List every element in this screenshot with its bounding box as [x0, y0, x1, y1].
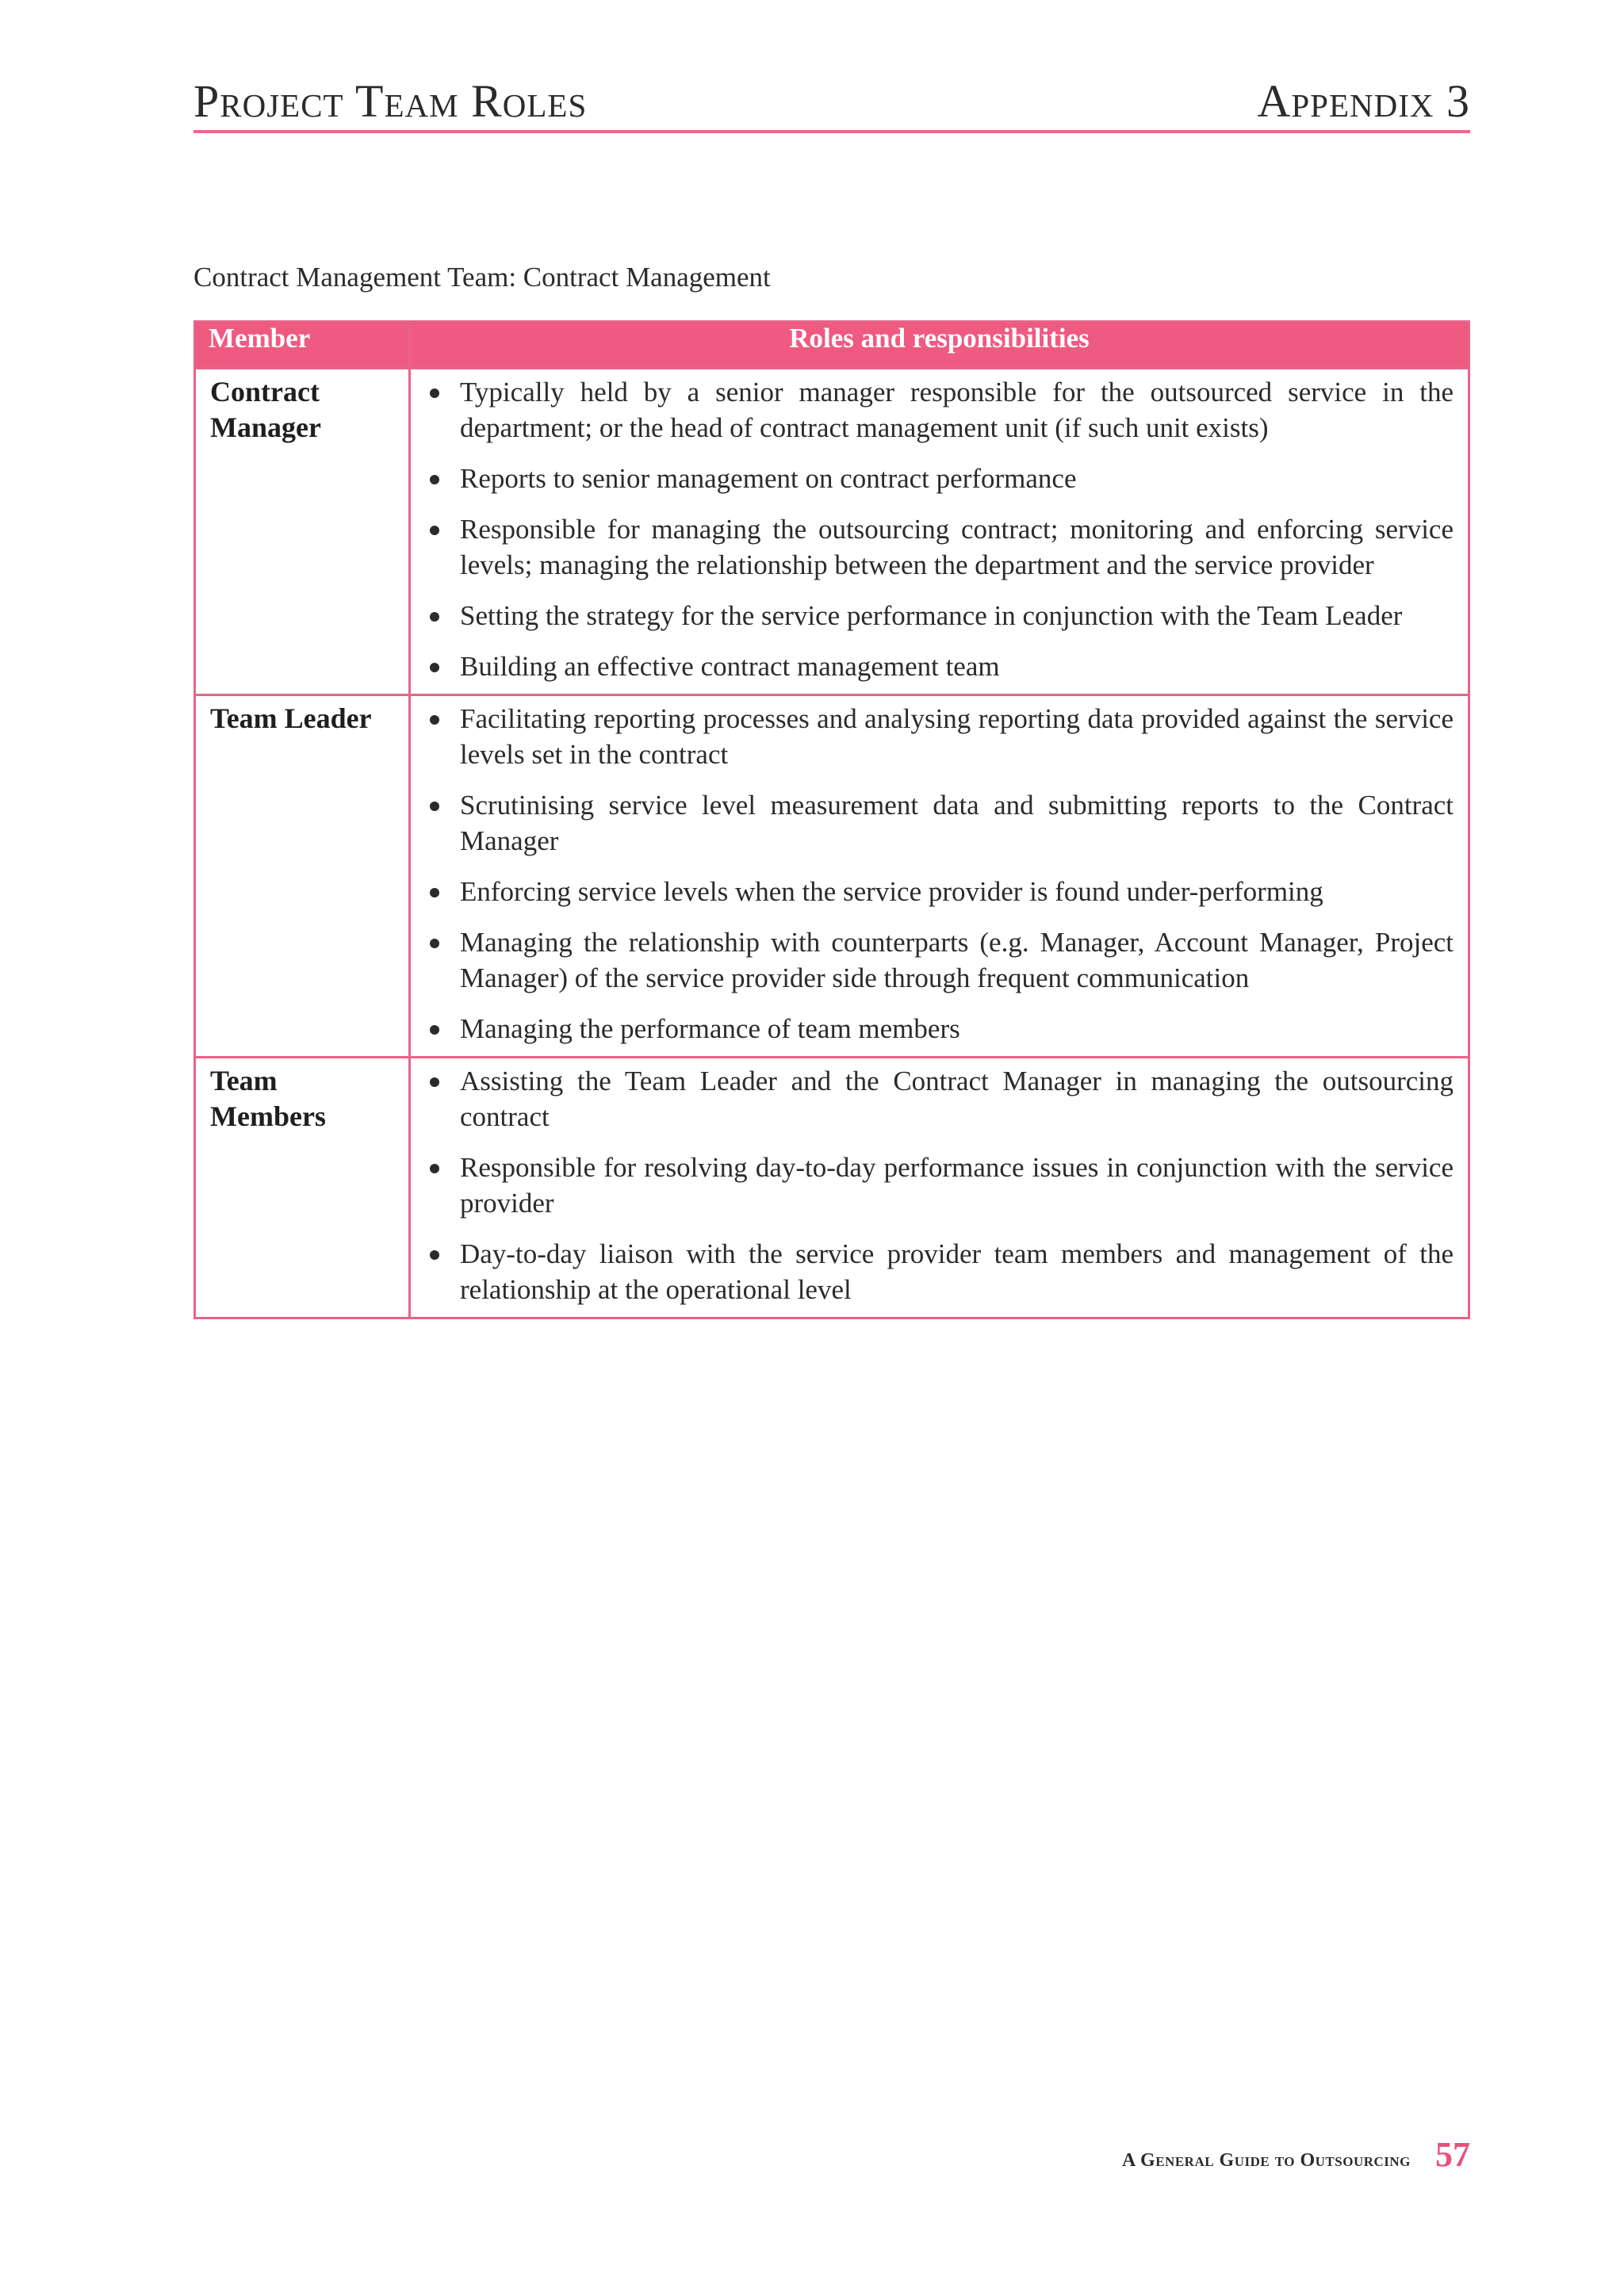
responsibility-list [425, 701, 1454, 1047]
responsibility-text: Managing the performance of team members [460, 1013, 960, 1044]
responsibility-text: Assisting the Team Leader and the Contract Manager in managing the outsourcing contract [460, 1066, 1454, 1132]
list-item [425, 924, 1454, 996]
responsibility-text: Reports to senior management on contract performance [460, 463, 1077, 494]
responsibility-list [425, 1063, 1454, 1307]
responsibility-text: Scrutinising service level measurement data and submitting reports to the Contract Manager [460, 790, 1454, 856]
bullet-icon [430, 1164, 439, 1173]
responsibilities-cell [410, 1058, 1469, 1318]
member-cell: Team Members [195, 1058, 410, 1318]
bullet-icon [430, 1250, 439, 1260]
table-row [195, 1058, 1469, 1318]
page-header [193, 71, 1470, 133]
member-cell: Contract Manager [195, 369, 410, 695]
bullet-icon [430, 388, 439, 398]
responsibility-text: Building an effective contract management team [460, 651, 1000, 682]
responsibility-text: Enforcing service levels when the service provider is found under-performing [460, 876, 1323, 907]
bullet-icon [430, 1025, 439, 1035]
responsibility-text: Setting the strategy for the service performance in conjunction with the Team Leader [460, 600, 1403, 631]
bullet-icon [430, 612, 439, 622]
page-footer [1122, 2134, 1470, 2175]
guide-title: A General Guide to Outsourcing [1122, 2150, 1411, 2171]
column-header-member: Member [195, 322, 410, 369]
responsibility-list [425, 374, 1454, 684]
responsibilities-cell [410, 369, 1469, 695]
member-cell: Team Leader [195, 695, 410, 1058]
roles-table [193, 320, 1470, 1319]
responsibility-text: Day-to-day liaison with the service provider team members and management of the relationship at the operational level [460, 1238, 1454, 1305]
table-caption: Contract Management Team: Contract Management [193, 262, 771, 293]
responsibilities-cell [410, 695, 1469, 1058]
list-item [425, 1236, 1454, 1307]
list-item [425, 1011, 1454, 1047]
appendix-label: Appendix 3 [1257, 75, 1470, 127]
bullet-icon [430, 1077, 439, 1087]
column-header-roles: Roles and responsibilities [410, 322, 1469, 369]
list-item [425, 1150, 1454, 1221]
list-item [425, 374, 1454, 446]
responsibility-text: Managing the relationship with counterparts (e.g. Manager, Account Manager, Project Manager) of the service provider side through frequent communication [460, 927, 1454, 993]
list-item [425, 598, 1454, 633]
bullet-icon [430, 939, 439, 948]
list-item [425, 511, 1454, 583]
list-item [425, 787, 1454, 859]
list-item [425, 461, 1454, 496]
list-item [425, 701, 1454, 772]
responsibility-text: Responsible for managing the outsourcing contract; monitoring and enforcing service levels; managing the relationship between the department and the service provider [460, 514, 1454, 580]
section-title: Project Team Roles [193, 75, 588, 127]
responsibility-text: Facilitating reporting processes and analysing reporting data provided against the service levels set in the contract [460, 703, 1454, 770]
table-row [195, 695, 1469, 1058]
responsibility-text: Responsible for resolving day-to-day performance issues in conjunction with the service provider [460, 1152, 1454, 1219]
list-item [425, 1063, 1454, 1135]
table-row [195, 369, 1469, 695]
list-item [425, 649, 1454, 684]
list-item [425, 874, 1454, 909]
bullet-icon [430, 526, 439, 535]
table-header-row [195, 322, 1469, 369]
bullet-icon [430, 802, 439, 811]
bullet-icon [430, 475, 439, 484]
bullet-icon [430, 663, 439, 672]
responsibility-text: Typically held by a senior manager responsible for the outsourced service in the department; or the head of contract management unit (if such unit exists) [460, 377, 1454, 443]
page-number: 57 [1435, 2135, 1470, 2174]
bullet-icon [430, 888, 439, 897]
bullet-icon [430, 715, 439, 725]
